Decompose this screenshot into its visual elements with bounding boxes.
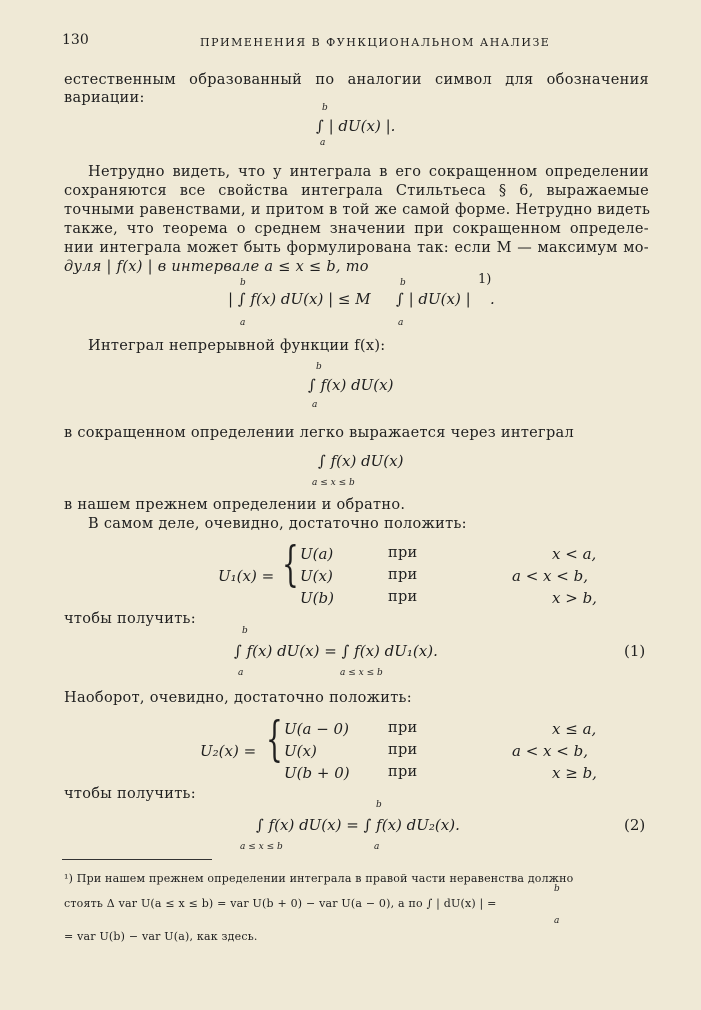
u2-row-value: U(b + 0) [284,764,350,782]
integral-lower-limit: a [398,318,404,328]
integral-upper-limit: b [554,884,560,894]
u1-lhs: U₁(x) = [218,567,275,585]
u2-row-word: при [388,720,418,736]
text-line: чтобы получить: [64,611,196,627]
integral-lower-limit: a [554,916,560,926]
running-title: ПРИМЕНЕНИЯ В ФУНКЦИОНАЛЬНОМ АНАЛИЗЕ [200,36,551,49]
u1-row-word: при [388,567,418,583]
page-number: 130 [62,32,89,48]
text-line: нии интеграла может быть формулирована так: если M — максимум мо- [64,240,649,256]
integral-lower-limit: a [374,842,380,852]
integral-lower-limit: a [320,138,326,148]
left-brace-icon: { [266,711,283,767]
text-line: чтобы получить: [64,786,196,802]
equation-number: (2) [624,816,646,834]
integral-lower-limit: a [312,400,318,410]
integral-lower-limit: a ≤ x ≤ b [240,842,283,852]
integral-lower-limit: a [240,318,246,328]
u1-row-cond: x < a, [552,545,597,563]
formula-period: . [490,290,495,308]
footnote-mark: 1) [478,272,492,287]
text-line: также, что теорема о среднем значении при сокращенном определе- [64,221,649,237]
equation-1: ∫ f(x) dU(x) = ∫ f(x) dU₁(x). [234,642,438,660]
continuous-integral: ∫ f(x) dU(x) [308,376,394,394]
u1-row-value: U(x) [300,567,333,585]
text-line: вариации: [64,90,145,106]
integral-upper-limit: b [322,103,328,113]
u1-row-value: U(b) [300,589,334,607]
text-line: в сокращенном определении легко выражается через интеграл [64,425,574,441]
u2-lhs: U₂(x) = [200,742,257,760]
u1-row-word: при [388,545,418,561]
mean-value-rhs: ∫ | dU(x) | [396,290,471,308]
u2-row-word: при [388,764,418,780]
integral-lower-limit: a ≤ x ≤ b [340,668,383,678]
text-line: Интеграл непрерывной функции f(x): [88,338,386,354]
footnote-line: = var U(b) − var U(a), как здесь. [64,930,258,943]
text-line: точными равенствами, и притом в той же самой форме. Нетрудно видеть [64,202,651,218]
footnote-line: стоять Δ var U(a ≤ x ≤ b) = var U(b + 0) − var U(a − 0), а по ∫ | dU(x) | = [64,897,497,910]
text-line: Наоборот, очевидно, достаточно положить: [64,690,412,706]
text-line: Нетрудно видеть, что у интеграла в его сокращенном определении [88,164,649,180]
u2-row-cond: a < x < b, [512,742,588,760]
equation-2: ∫ f(x) dU(x) = ∫ f(x) dU₂(x). [256,816,460,834]
u2-row-value: U(x) [284,742,317,760]
footnote-rule [62,859,212,860]
text-line: сохраняются все свойства интеграла Стильтьеса § 6, выражаемые [64,183,649,199]
u1-row-cond: x > b, [552,589,597,607]
u1-row-value: U(a) [300,545,334,563]
variation-formula: ∫ | dU(x) |. [316,117,396,135]
integral-lower-limit: a [238,668,244,678]
integral-upper-limit: b [242,626,248,636]
equation-number: (1) [624,642,646,660]
integral-upper-limit: b [240,278,246,288]
u2-row-value: U(a − 0) [284,720,349,738]
text-line: естественным образованный по аналогии символ для обозначения [64,72,649,88]
integral-lower-limit: a ≤ x ≤ b [312,478,355,488]
u2-row-word: при [388,742,418,758]
u2-row-cond: x ≥ b, [552,764,597,782]
left-brace-icon: { [282,536,299,592]
mean-value-lhs: | ∫ f(x) dU(x) | ≤ M [228,290,371,308]
u2-row-cond: x ≤ a, [552,720,597,738]
u1-row-word: при [388,589,418,605]
full-integral: ∫ f(x) dU(x) [318,452,404,470]
text-line: В самом деле, очевидно, достаточно положить: [88,516,467,532]
text-line: в нашем прежнем определении и обратно. [64,497,406,513]
u1-row-cond: a < x < b, [512,567,588,585]
integral-upper-limit: b [316,362,322,372]
integral-upper-limit: b [400,278,406,288]
integral-upper-limit: b [376,800,382,810]
text-line: дуля | f(x) | в интервале a ≤ x ≤ b, то [64,259,369,275]
footnote-line: ¹) При нашем прежнем определении интеграла в правой части неравенства должно [64,872,574,885]
